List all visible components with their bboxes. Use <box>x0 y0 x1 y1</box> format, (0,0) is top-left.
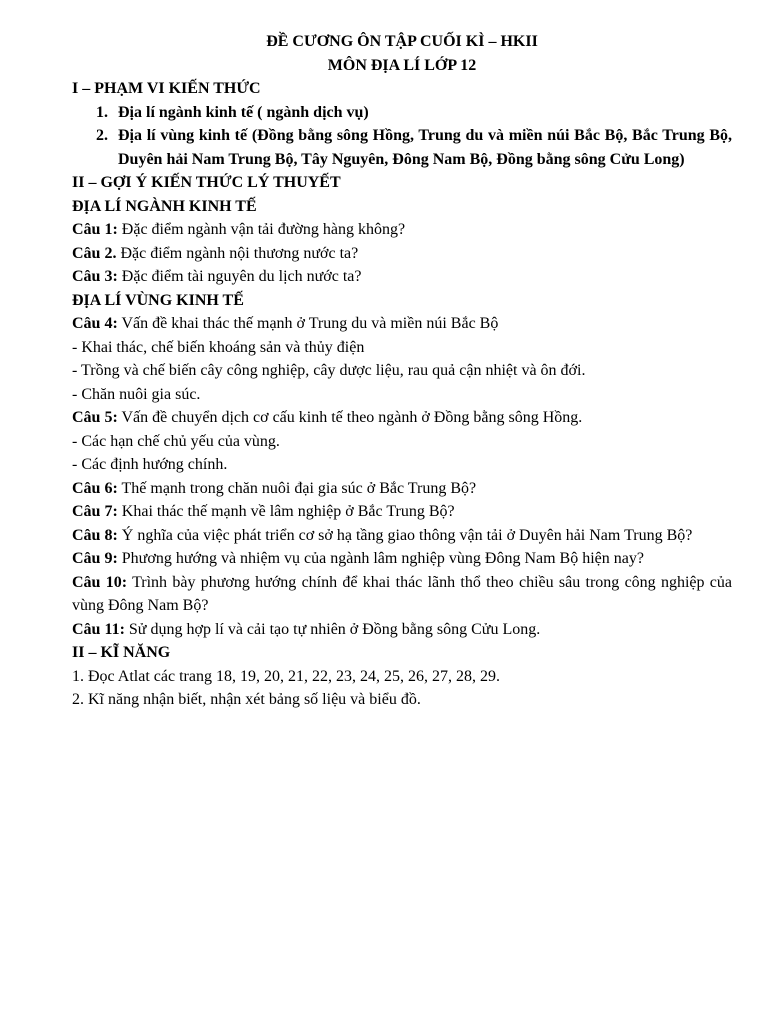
question-2 <box>72 242 732 266</box>
question-label: Câu 8: <box>72 526 118 544</box>
question-label: Câu 11: <box>72 620 125 638</box>
question-text: Vấn đề khai thác thế mạnh ở Trung du và miền núi Bắc Bộ <box>117 315 499 332</box>
scope-item-text: Địa lí vùng kinh tế (Đồng bằng sông Hồng, Trung du và miền núi Bắc Bộ, Bắc Trung Bộ, Duyên hải Nam Trung Bộ, Tây Nguyên, Đông Nam Bộ, Đồng bằng sông Cửu Long) <box>118 127 732 168</box>
question-text: Sử dụng hợp lí và cải tạo tự nhiên ở Đồng bằng sông Cửu Long. <box>124 620 541 638</box>
bullet-point: - Các định hướng chính. <box>72 456 228 473</box>
bullet-point: - Khai thác, chế biến khoáng sản và thủy điện <box>72 338 365 356</box>
section-heading-scope: I – PHẠM VI KIẾN THỨC <box>72 80 261 97</box>
question-7 <box>72 500 732 524</box>
scope-item-number: 1. <box>96 103 108 121</box>
question-4 <box>72 312 732 336</box>
question-text: Vấn đề chuyển dịch cơ cấu kinh tế theo ngành ở Đồng bằng sông Hồng. <box>117 409 583 426</box>
scope-item <box>72 101 732 125</box>
question-label: Câu 4: <box>72 315 118 332</box>
question-text: Đặc điểm ngành nội thương nước ta? <box>116 244 359 262</box>
section-heading-theory: II – GỢI Ý KIẾN THỨC LÝ THUYẾT <box>72 174 341 191</box>
question-9 <box>72 547 732 571</box>
document-subtitle: MÔN ĐỊA LÍ LỚP 12 <box>327 56 477 74</box>
question-text: Đặc điểm tài nguyên du lịch nước ta? <box>117 268 362 285</box>
bullet-point: - Chăn nuôi gia súc. <box>72 385 201 403</box>
question-6 <box>72 477 732 501</box>
scope-item-number: 2. <box>96 127 108 144</box>
document-title: ĐỀ CƯƠNG ÔN TẬP CUỐI KÌ – HKII <box>266 33 538 50</box>
question-8 <box>72 524 712 548</box>
skill-item: 2. Kĩ năng nhận biết, nhận xét bảng số liệu và biểu đồ. <box>72 691 421 708</box>
question-label: Câu 5: <box>72 409 118 426</box>
question-text: Thế mạnh trong chăn nuôi đại gia súc ở Bắc Trung Bộ? <box>117 479 477 497</box>
question-5 <box>72 406 732 430</box>
question-3 <box>72 265 732 289</box>
bullet-point: - Trồng và chế biến cây công nghiệp, cây dược liệu, rau quả cận nhiệt và ôn đới. <box>72 362 586 379</box>
question-text: Ý nghĩa của việc phát triển cơ sở hạ tầng giao thông vận tải ở Duyên hải Nam Trung Bộ? <box>117 526 693 544</box>
subsection-heading-region: ĐỊA LÍ VÙNG KINH TẾ <box>72 291 244 309</box>
question-text: Phương hướng và nhiệm vụ của ngành lâm nghiệp vùng Đông Nam Bộ hiện nay? <box>117 550 644 567</box>
scope-item-text: Địa lí ngành kinh tế ( ngành dịch vụ) <box>118 103 369 121</box>
question-label: Câu 6: <box>72 479 118 497</box>
subsection-heading-sector: ĐỊA LÍ NGÀNH KINH TẾ <box>72 197 257 215</box>
question-10 <box>72 571 732 618</box>
question-label: Câu 2. <box>72 244 117 262</box>
scope-list <box>72 101 732 172</box>
question-11 <box>72 618 732 642</box>
question-label: Câu 10: <box>72 573 128 591</box>
skill-item: 1. Đọc Atlat các trang 18, 19, 20, 21, 22, 23, 24, 25, 26, 27, 28, 29. <box>72 667 500 685</box>
question-text: Đặc điểm ngành vận tải đường hàng không? <box>117 221 406 238</box>
bullet-point: - Các hạn chế chủ yếu của vùng. <box>72 432 280 450</box>
section-heading-skills: II – KĨ NĂNG <box>72 644 171 661</box>
question-label: Câu 1: <box>72 221 118 238</box>
scope-item <box>72 124 732 171</box>
document-page <box>72 30 732 712</box>
question-text: Khai thác thế mạnh về lâm nghiệp ở Bắc Trung Bộ? <box>117 503 455 520</box>
question-label: Câu 9: <box>72 550 118 567</box>
question-1 <box>72 218 732 242</box>
question-label: Câu 3: <box>72 268 118 285</box>
question-label: Câu 7: <box>72 503 118 520</box>
question-text: Trình bày phương hướng chính để khai thác lãnh thổ theo chiều sâu trong công nghiệp của vùng Đông Nam Bộ? <box>72 573 733 614</box>
